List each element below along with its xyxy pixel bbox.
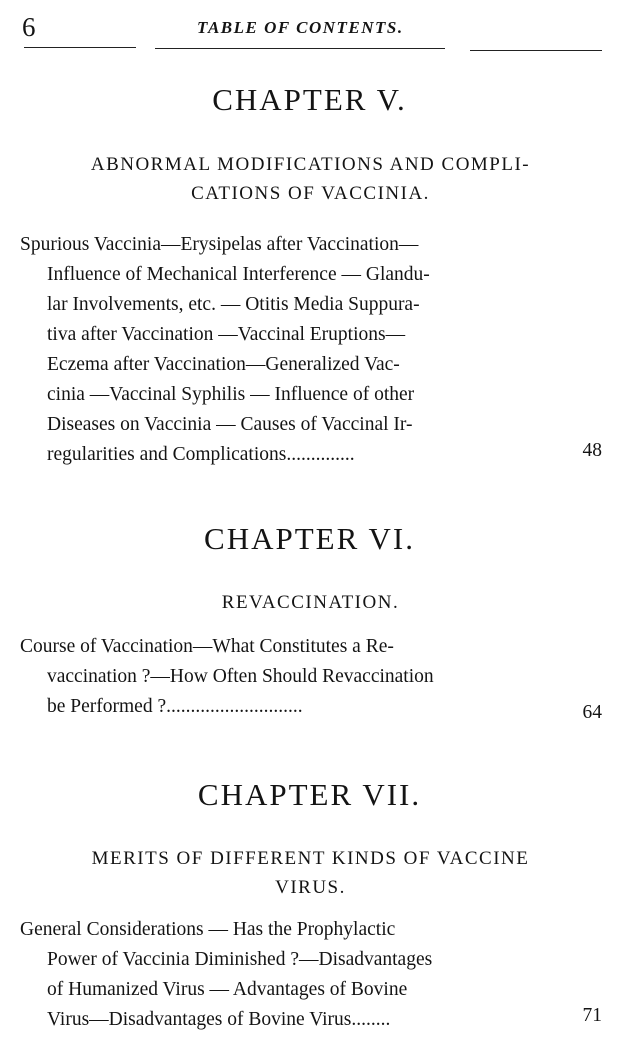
page-header — [22, 12, 602, 48]
entry-line: Diseases on Vaccinia — Causes of Vaccinal Ir- — [47, 414, 413, 435]
chapter-title: CHAPTER VII. — [197, 777, 422, 812]
chapter-entry — [20, 230, 552, 260]
chapter-entry-continuation — [47, 260, 552, 470]
entry-line: Influence of Mechanical Interference — Glandu- — [47, 264, 430, 285]
entry-line: regularities and Complications.............. — [47, 444, 355, 465]
subtitle-line: VIRUS. — [275, 877, 346, 898]
header-rule — [24, 47, 136, 48]
page-reference: 48 — [582, 440, 602, 461]
chapter-subtitle — [18, 588, 603, 617]
chapter-title: CHAPTER VI. — [204, 521, 415, 556]
entry-line: Spurious Vaccinia—Erysipelas after Vaccination— — [20, 234, 419, 255]
chapter-entry-continuation — [47, 945, 552, 1035]
entry-line: be Performed ?............................ — [47, 696, 303, 717]
entry-line: tiva after Vaccination —Vaccinal Eruptions— — [47, 324, 406, 345]
entry-line: vaccination ?—How Often Should Revaccination — [47, 666, 434, 687]
entry-line: lar Involvements, etc. — Otitis Media Suppura- — [47, 294, 420, 315]
chapter-title: CHAPTER V. — [212, 82, 407, 117]
entry-line: cinia —Vaccinal Syphilis — Influence of other — [47, 384, 415, 405]
subtitle-line: MERITS OF DIFFERENT KINDS OF VACCINE — [91, 848, 530, 869]
subtitle-line: CATIONS OF VACCINIA. — [191, 183, 430, 204]
page-number: 6 — [22, 12, 36, 42]
header-rule — [470, 50, 602, 51]
chapter-entry-continuation — [47, 662, 552, 722]
page-reference: 71 — [582, 1005, 602, 1026]
header-rule — [155, 48, 445, 49]
entry-line: General Considerations — Has the Prophylactic — [20, 919, 396, 940]
subtitle-line: ABNORMAL MODIFICATIONS AND COMPLI- — [90, 154, 531, 175]
chapter-entry — [20, 915, 552, 945]
running-title: TABLE OF CONTENTS. — [197, 18, 404, 37]
subtitle-line: REVACCINATION. — [221, 592, 400, 613]
chapter-subtitle — [18, 150, 603, 208]
page-reference: 64 — [582, 702, 602, 723]
entry-line: Eczema after Vaccination—Generalized Vac- — [47, 354, 400, 375]
chapter-subtitle — [18, 844, 603, 902]
chapter-entry — [20, 632, 552, 662]
entry-line: of Humanized Virus — Advantages of Bovine — [47, 979, 408, 1000]
entry-line: Course of Vaccination—What Constitutes a Re- — [20, 636, 394, 657]
entry-line: Virus—Disadvantages of Bovine Virus........ — [47, 1009, 391, 1030]
entry-line: Power of Vaccinia Diminished ?—Disadvantages — [47, 949, 433, 970]
